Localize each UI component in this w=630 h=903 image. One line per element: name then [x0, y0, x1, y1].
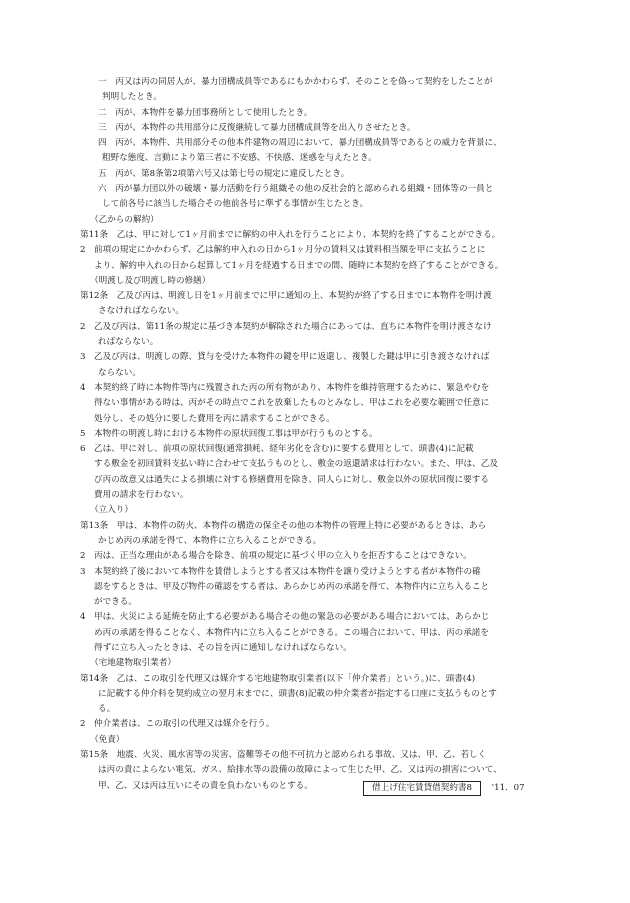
line-text: （乙からの解約）: [90, 214, 159, 225]
contract-text-line: [80, 259, 560, 274]
line-text: 費用の請求を行わない。: [94, 490, 189, 501]
line-text: 粗野な態度、言動により第三者に不安感、不快感、迷惑を与えたとき。: [102, 153, 377, 164]
line-text: さなければならない。: [98, 306, 184, 317]
line-text: 第12条 乙及び丙は、明渡し日を1ヶ月前までに甲に通知の上、本契約が終了する日までに本物件を明け渡: [80, 291, 492, 302]
line-text: 三 丙が、本物件の共用部分に反復継続して暴力団構成員等を出入りさせたとき。: [98, 122, 416, 133]
line-text: 六 丙が暴力団以外の破壊・暴力活動を行う組織その他の反社会的と認められる組織・団体等の一員と: [98, 184, 494, 195]
line-text: め丙の承諾を得ることなく、本物件内に立ち入ることができる。この場合において、甲は、丙の承諾を: [94, 627, 489, 638]
line-text: （宅地建物取引業者）: [90, 658, 176, 669]
line-text: して前各号に該当した場合その他前各号に準ずる事情が生じたとき。: [102, 199, 369, 210]
line-text: 甲、乙、又は丙は互いにその責を負わないものとする。: [98, 780, 313, 791]
line-text: （免責）: [90, 734, 125, 745]
contract-text-line: [80, 702, 560, 717]
line-text: 乙及び丙は、明渡しの際、貸与を受けた本物件の鍵を甲に返還し、複製した鍵は甲に引き渡さなければ: [94, 352, 490, 363]
document-title-box: 借上げ住宅賃貸借契約書8: [363, 781, 481, 796]
line-text: 二 丙が、本物件を暴力団事務所として使用したとき。: [98, 107, 313, 118]
line-text: 第14条 乙は、この取引を代理又は媒介する宅地建物取引業者(以下「仲介業者」という。)に、頭書(4): [80, 673, 476, 684]
contract-text-line: [80, 381, 560, 396]
contract-text-line: [80, 90, 560, 105]
line-text: 第13条 甲は、本物件の防火、本物件の構造の保全その他の本物件の管理上特に必要があるときは、あら: [80, 520, 487, 531]
line-text: 判明したとき。: [102, 92, 162, 103]
line-text: び丙の故意又は過失による損壊に対する修繕費用を除き、同人らに対し、敷金以外の原状回復に要する: [94, 474, 489, 485]
line-text: 四 丙が、本物件、共用部分その他本件建物の周辺において、暴力団構成員等であるとの威力を背景に、: [98, 138, 502, 149]
line-text: 本契約終了時に本物件等内に残置された丙の所有物があり、本物件を維持管理するために、緊急やむを: [94, 382, 490, 393]
line-text: 得ずに立ち入ったときは、その旨を丙に通知しなければならない。: [94, 642, 352, 653]
contract-text-line: [80, 320, 560, 335]
line-text: に記載する仲介料を契約成立の翌月末までに、頭書(8)記載の仲介業者が指定する口座に支払うものとす: [98, 688, 497, 699]
contract-text-line: [80, 733, 560, 748]
line-text: ができる。: [94, 597, 137, 608]
contract-page-body: [80, 75, 560, 794]
contract-text-line: [80, 534, 560, 549]
contract-text-line: [80, 580, 560, 595]
clause-number: 2: [80, 321, 86, 332]
line-text: 甲は、火災による延焼を防止する必要がある場合その他の緊急の必要がある場合においては、あらかじ: [94, 612, 490, 623]
contract-text-line: [80, 228, 560, 243]
contract-text-line: [80, 442, 560, 457]
contract-text-line: [80, 595, 560, 610]
contract-text-line: [80, 519, 560, 534]
contract-text-line: [80, 289, 560, 304]
contract-text-line: [80, 197, 560, 212]
contract-text-line: [80, 396, 560, 411]
line-text: 乙及び丙は、第11条の規定に基づき本契約が解除された場合にあっては、直ちに本物件を明け渡さなけ: [94, 321, 492, 332]
line-text: 五 丙が、第8条第2項第六号又は第七号の規定に違反したとき。: [98, 168, 350, 179]
contract-text-line: [80, 763, 560, 778]
line-text: 乙は、甲に対し、前項の原状回復(通常損耗、経年劣化を含む)に要する費用として、頭書(4)に記載: [94, 444, 474, 455]
contract-text-line: [80, 717, 560, 732]
line-text: 本物件の明渡し時における本物件の原状回復工事は甲が行うものとする。: [94, 428, 378, 439]
contract-text-line: [80, 549, 560, 564]
contract-text-line: [80, 427, 560, 442]
line-text: ればならない。: [98, 337, 159, 348]
line-text: 一 丙又は丙の同居人が、暴力団構成員等であるにもかかわらず、そのことを偽って契約をしたことが: [98, 77, 493, 87]
line-text: 本契約終了後において本物件を賃借しようとする者又は本物件を譲り受けようとする者が本物件の確: [94, 566, 481, 577]
contract-text-line: [80, 335, 560, 350]
line-text: ならない。: [98, 367, 141, 378]
line-text: より、解約申入れの日から起算して1ヶ月を経過する日までの間、随時に本契約を終了することができる。: [94, 260, 504, 271]
contract-text-line: [80, 748, 560, 763]
clause-number: 2: [80, 551, 86, 562]
line-text: （立入り）: [90, 505, 133, 516]
contract-text-line: [80, 350, 560, 365]
contract-text-line: [80, 656, 560, 671]
contract-text-line: [80, 274, 560, 289]
document-date: '11．07: [491, 783, 525, 793]
contract-text-line: [80, 412, 560, 427]
page-footer: [363, 780, 525, 796]
contract-text-line: [80, 457, 560, 472]
line-text: 認をするときは、甲及び物件の確認をする者は、あらかじめ丙の承諾を得て、本物件内に立ち入ること: [94, 581, 490, 592]
contract-text-line: [80, 213, 560, 228]
contract-text-line: [80, 687, 560, 702]
clause-number: 3: [80, 566, 86, 577]
contract-text-line: [80, 626, 560, 641]
contract-text-line: [80, 610, 560, 625]
line-text: （明渡し及び明渡し時の修繕）: [90, 275, 211, 286]
line-text: する敷金を初回賃料支払い時に合わせて支払うものとし、敷金の返還請求は行わない。また、甲は、乙及: [94, 459, 498, 470]
clause-number: 6: [80, 444, 86, 455]
line-text: 第15条 地震、火災、風水害等の災害、盗難等その他不可抗力と認められる事故、又は、甲、乙、若しく: [80, 750, 487, 761]
line-text: かじめ丙の承諾を得て、本物件に立ち入ることができる。: [98, 535, 322, 546]
contract-text-line: [80, 503, 560, 518]
clause-number: 5: [80, 428, 86, 439]
line-text: 仲介業者は、この取引の代理又は媒介を行う。: [94, 719, 275, 730]
contract-text-line: [80, 136, 560, 151]
contract-text-line: [80, 473, 560, 488]
line-text: 得ない事情がある時は、丙がその時点でこれを放棄したものとみなし、甲はこれを必要な範囲で任意に: [94, 398, 490, 409]
contract-text-line: [80, 151, 560, 166]
contract-text-line: [80, 565, 560, 580]
contract-text-line: [80, 641, 560, 656]
clause-number: 2: [80, 245, 86, 256]
clause-number: 3: [80, 352, 86, 363]
line-text: 丙は、正当な理由がある場合を除き、前項の規定に基づく甲の立入りを拒否することはできない。: [94, 551, 472, 562]
contract-text-line: [80, 304, 560, 319]
clause-number: 4: [80, 612, 86, 623]
clause-number: 2: [80, 719, 86, 730]
contract-text-line: [80, 488, 560, 503]
line-text: 処分し、その処分に要した費用を丙に請求することができる。: [94, 413, 335, 424]
contract-text-line: [80, 167, 560, 182]
contract-text-line: [80, 672, 560, 687]
line-text: 第11条 乙は、甲に対して1ヶ月前までに解約の申入れを行うことにより、本契約を終了することができる。: [80, 229, 501, 240]
line-text: る。: [98, 704, 116, 715]
line-text: は丙の責によらない電気、ガス、給排水等の設備の故障によって生じた甲、乙、又は丙の損害について、: [98, 765, 502, 776]
contract-text-line: [80, 366, 560, 381]
contract-text-line: [80, 243, 560, 258]
contract-text-line: [80, 106, 560, 121]
contract-text-line: [80, 182, 560, 197]
contract-text-line: [80, 75, 560, 90]
line-text: 前項の規定にかかわらず、乙は解約申入れの日から1ヶ月分の賃料又は賃料相当額を甲に支払うことに: [94, 245, 486, 256]
clause-number: 4: [80, 382, 86, 393]
contract-text-line: [80, 121, 560, 136]
